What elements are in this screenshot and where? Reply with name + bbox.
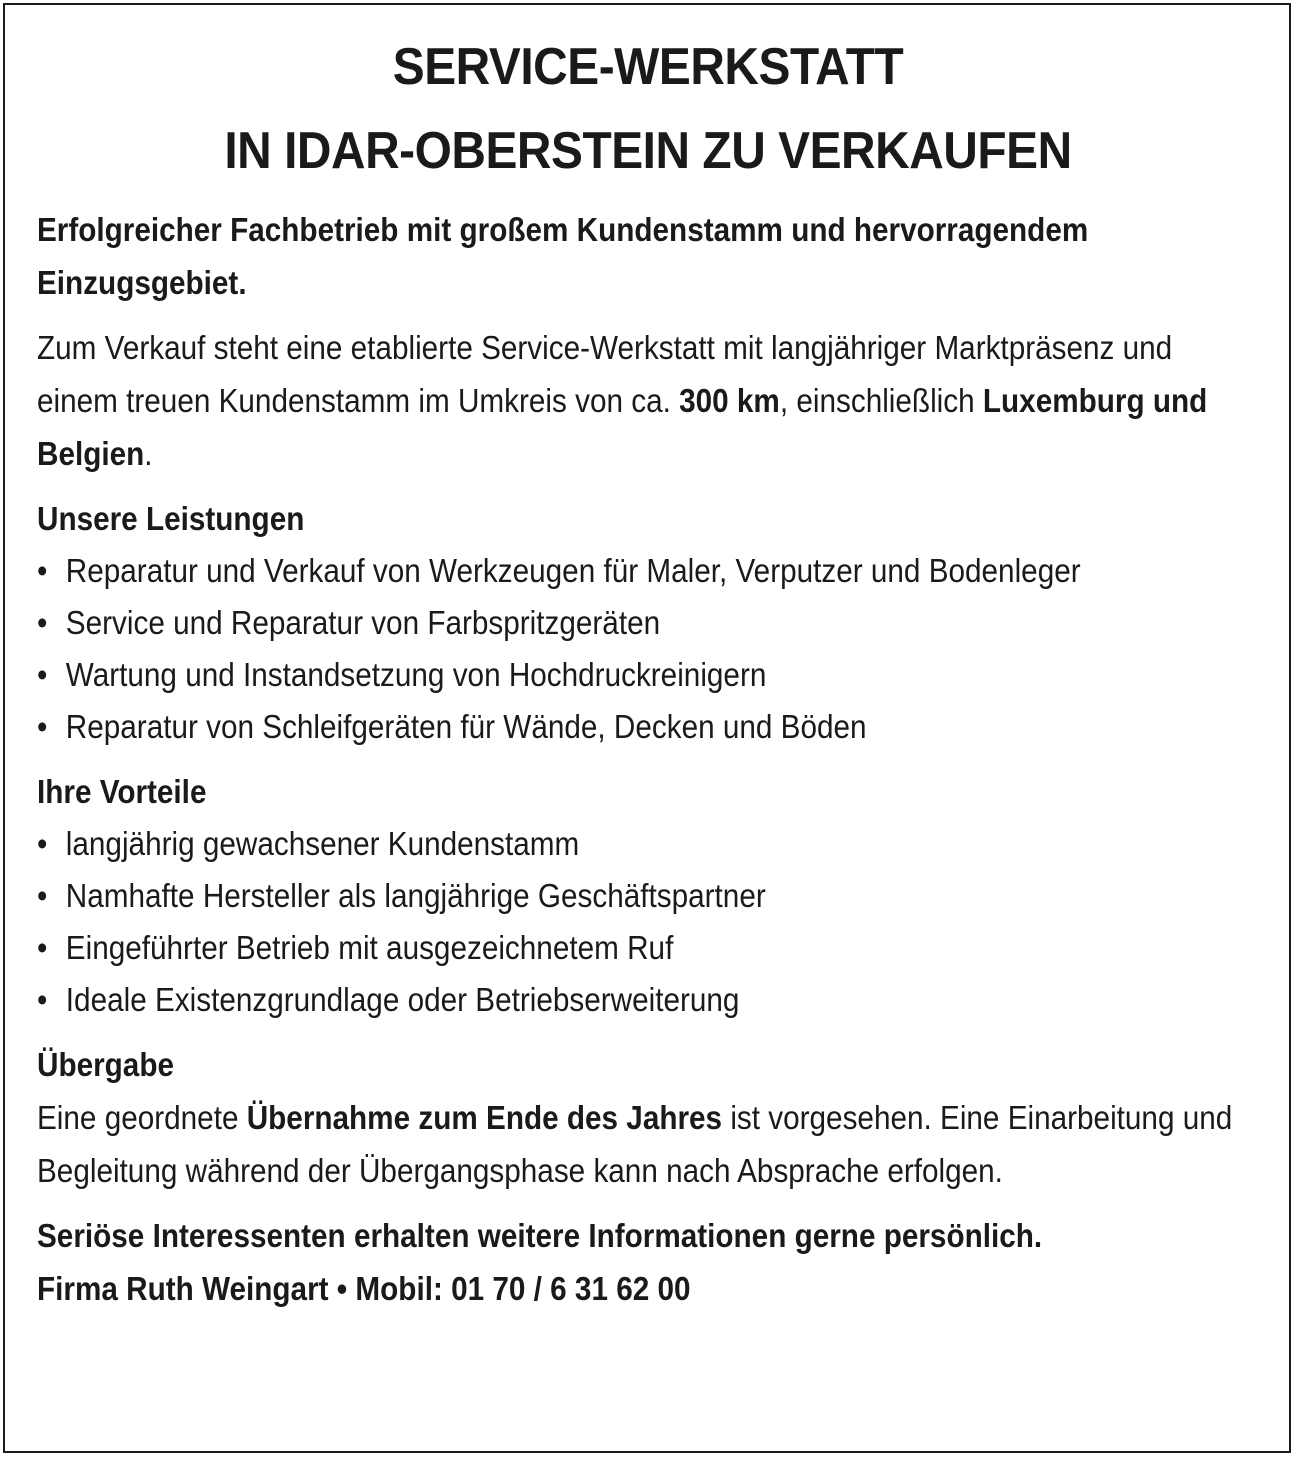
list-item-text: langjährig gewachsener Kundenstamm [65,825,580,862]
handover-section [37,1038,1258,1197]
headline [86,25,1210,193]
list-item [37,701,1258,753]
list-item [37,649,1258,701]
bullet-icon: • [37,825,48,862]
headline-line-1: SERVICE-WERKSTATT [392,38,904,96]
list-item [37,922,1258,974]
bullet-icon: • [37,708,48,745]
intro-text-2: , einschließlich [779,382,983,419]
handover-text [37,1091,1258,1197]
list-item [37,974,1258,1026]
contact-line-2: Firma Ruth Weingart • Mobil: 01 70 / 6 31 62 00 [37,1270,691,1307]
bullet-icon: • [37,877,48,914]
classified-ad [3,3,1291,1453]
list-item [37,597,1258,649]
handover-highlight: Übernahme zum Ende des Jahres [246,1099,723,1136]
bullet-icon: • [37,552,48,589]
list-item [37,870,1258,922]
list-item-text: Wartung und Instandsetzung von Hochdruckreinigern [65,656,767,693]
services-section [37,492,1258,753]
list-item-text: Service und Reparatur von Farbspritzgeräten [65,604,661,641]
bullet-icon: • [37,929,48,966]
intro-text-1: Zum Verkauf steht eine etablierte Service-Werkstatt mit langjähriger Marktpräsenz und einem treuen Kundenstamm im Umkreis von ca. [37,329,1173,419]
services-title: Unsere Leistungen [37,500,305,537]
headline-line-2: IN IDAR-OBERSTEIN ZU VERKAUFEN [224,122,1072,180]
list-item [37,545,1258,597]
advantages-title: Ihre Vorteile [37,773,207,810]
handover-text-1: Eine geordnete [37,1099,247,1136]
bullet-icon: • [37,656,48,693]
intro-paragraph [37,321,1258,480]
bullet-icon: • [37,604,48,641]
list-item [37,818,1258,870]
intro-distance: 300 km [679,382,780,419]
list-item-text: Namhafte Hersteller als langjährige Geschäftspartner [65,877,766,914]
lead-text: Erfolgreicher Fachbetrieb mit großem Kundenstamm und hervorragendem Einzugsgebiet. [37,211,1089,301]
intro-text-3: . [144,435,153,472]
contact-block [37,1209,1258,1315]
intro-region: Luxemburg und Belgien [37,382,1208,472]
advantages-section [37,765,1258,1026]
services-list [37,545,1258,753]
list-item-text: Ideale Existenzgrundlage oder Betriebserweiterung [65,981,740,1018]
handover-title: Übergabe [37,1046,174,1083]
bullet-icon: • [37,981,48,1018]
contact-line-1: Seriöse Interessenten erhalten weitere Informationen gerne persönlich. [37,1217,1043,1254]
list-item-text: Reparatur und Verkauf von Werkzeugen für Maler, Verputzer und Bodenleger [65,552,1081,589]
handover-text-2: ist vorgesehen. Eine Einarbeitung und Begleitung während der Übergangsphase kann nach Absprache erfolgen. [37,1099,1233,1189]
list-item-text: Reparatur von Schleifgeräten für Wände, Decken und Böden [65,708,867,745]
advantages-list [37,818,1258,1026]
list-item-text: Eingeführter Betrieb mit ausgezeichnetem Ruf [65,929,674,966]
